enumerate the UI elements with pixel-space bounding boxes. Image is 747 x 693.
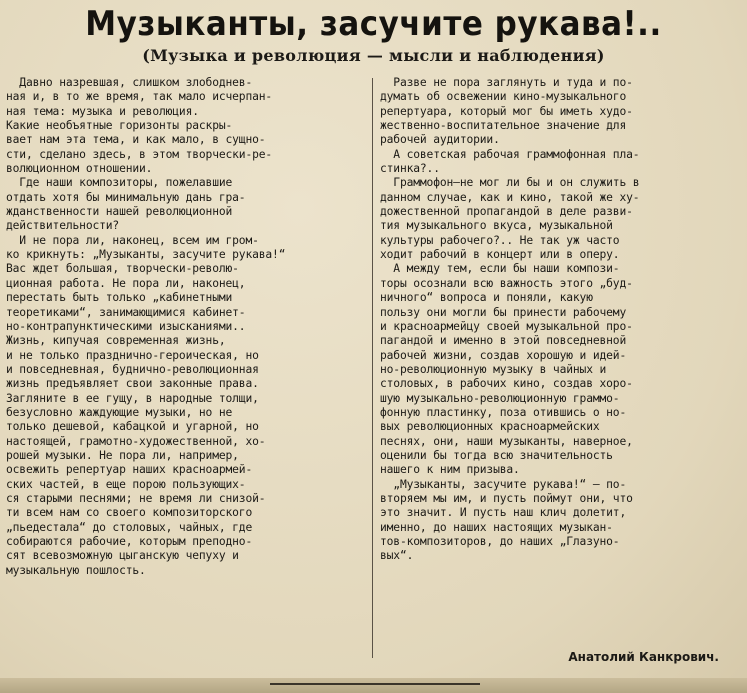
text-line: жданственности нашей революционной — [6, 205, 233, 219]
text-line: тия музыкального вкуса, музыкальной — [380, 219, 613, 233]
text-line: Граммофон—не мог ли бы и он служить в — [380, 176, 640, 190]
text-line: ко крикнуть: „Музыканты, засучите рукава!“ — [6, 248, 286, 262]
text-line: пользу они могли бы принести рабочему — [380, 305, 627, 319]
text-line: ся старыми песнями; не время ли снизой- — [6, 491, 266, 505]
text-line: собираются рабочие, которым преподно- — [6, 535, 253, 548]
end-rule — [270, 683, 480, 685]
article-subtitle: (Музыка и революция — мысли и наблюдения) — [142, 46, 605, 65]
text-line: настоящей, грамотно-художественной, хо- — [6, 434, 266, 448]
text-line: думать об освежении кино-музыкального — [380, 90, 627, 104]
text-line: данном случае, как и кино, такой же ху- — [380, 190, 640, 204]
paragraph — [6, 176, 368, 233]
paragraph — [380, 148, 742, 177]
text-line: ционная работа. Не пора ли, наконец, — [6, 276, 246, 290]
text-line: и не только празднично-героическая, но — [6, 348, 259, 362]
text-line: ная тема: музыка и революция. — [6, 104, 199, 118]
text-line: вых“. — [380, 549, 414, 563]
text-line: теоретиками“, занимающимися кабинет- — [6, 305, 246, 319]
text-line: стинка?.. — [380, 162, 440, 176]
text-line: и красноармейцу своей музыкальной про- — [380, 319, 633, 333]
text-line: именно, до наших настоящих музыкан- — [380, 520, 613, 534]
text-line: И не пора ли, наконец, всем им гром- — [6, 233, 259, 247]
text-line: ничного“ вопроса и поняли, какую — [380, 291, 593, 305]
text-line: сят всевозможную цыганскую чепуху и — [6, 549, 239, 563]
text-line: ная и, в то же время, так мало исчерпан- — [6, 90, 273, 104]
text-line: это значит. И пусть наш клич долетит, — [380, 506, 627, 520]
text-line: вторяем мы им, и пусть поймут они, что — [380, 491, 633, 505]
text-line: репертуара, который мог бы иметь худо- — [380, 104, 633, 118]
paragraph — [380, 478, 742, 564]
text-line: и повседневная, буднично-революционная — [6, 362, 259, 376]
text-line: Загляните в ее гущу, в народные толщи, — [6, 391, 259, 405]
text-line: ти всем нам со своего композиторского — [6, 506, 253, 520]
text-line: Давно назревшая, слишком злободнев- — [6, 76, 253, 89]
text-line: оценили бы тогда всю значительность — [380, 448, 613, 462]
text-line: „пьедестала“ до столовых, чайных, где — [6, 520, 253, 534]
article-title: Музыканты, засучите рукава!.. — [85, 4, 662, 44]
text-line: торы осознали всю важность этого „буд- — [380, 276, 633, 290]
text-line: рабочей жизни, создав хорошую и идей- — [380, 348, 627, 362]
column-divider — [372, 78, 373, 658]
text-line: Какие необъятные горизонты раскры- — [6, 119, 233, 133]
text-line: действительности? — [6, 219, 120, 233]
text-line: волюционном отношении. — [6, 162, 153, 176]
text-line: песнях, они, наши музыканты, наверное, — [380, 434, 633, 448]
text-line: только дешевой, кабацкой и угарной, но — [6, 420, 259, 434]
text-line: но-революционную музыку в чайных и — [380, 362, 607, 376]
text-line: перестать быть только „кабинетными — [6, 291, 233, 305]
paragraph — [380, 76, 742, 148]
text-line: Жизнь, кипучая современная жизнь, — [6, 334, 226, 348]
text-line: ходит рабочий в концерт или в оперу. — [380, 248, 620, 262]
paragraph — [380, 262, 742, 477]
paragraph — [6, 234, 368, 578]
text-line: освежить репертуар наших красноармей- — [6, 463, 253, 477]
text-line: нашего к ним призыва. — [380, 463, 520, 477]
text-line: культуры рабочего?.. Не так уж часто — [380, 233, 620, 247]
text-line: шую музыкально-революционную граммо- — [380, 391, 620, 405]
paragraph — [6, 76, 368, 176]
text-line: А советская рабочая граммофонная пла- — [380, 147, 640, 161]
text-line: жизнь предъявляет свои законные права. — [6, 377, 259, 391]
text-line: отдать хотя бы минимальную дань гра- — [6, 190, 246, 204]
author-signature: Анатолий Канкрович. — [568, 650, 719, 664]
text-line: А между тем, если бы наши компози- — [380, 262, 620, 276]
text-line: музыкальную пошлость. — [6, 563, 146, 577]
text-line: тов-композиторов, до наших „Глазуно- — [380, 535, 620, 548]
text-line: Вас ждет большая, творчески-револю- — [6, 262, 239, 276]
text-line: пагандой и именно в этой повседневной — [380, 334, 627, 348]
text-line: вых революционных красноармейских — [380, 420, 600, 434]
text-line: Где наши композиторы, пожелавшие — [6, 176, 233, 190]
text-line: фонную пластинку, поза отившись о но- — [380, 405, 627, 419]
text-line: безусловно жаждующие музыки, но не — [6, 405, 233, 419]
text-line: рабочей аудитории. — [380, 133, 500, 147]
text-line: дожественной пропагандой в деле разви- — [380, 205, 633, 219]
text-line: столовых, в рабочих кино, создав хоро- — [380, 377, 633, 391]
text-line: вает нам эта тема, и как мало, в сущно- — [6, 133, 266, 147]
text-line: рошей музыки. Не пора ли, например, — [6, 448, 239, 462]
text-line: Разве не пора заглянуть и туда и по- — [380, 76, 633, 89]
text-line: „Музыканты, засучите рукава!“ — по- — [380, 477, 627, 491]
text-line: жественно-воспитательное значение для — [380, 119, 627, 133]
text-line: сти, сделано здесь, в этом творчески-ре- — [6, 147, 273, 161]
paragraph — [380, 176, 742, 262]
page-bottom-edge — [0, 678, 747, 693]
right-column — [380, 76, 742, 564]
left-column — [6, 76, 368, 578]
text-line: ских частей, в еще порою пользующих- — [6, 477, 246, 491]
text-line: но-контрапунктическими изысканиями.. — [6, 319, 246, 333]
